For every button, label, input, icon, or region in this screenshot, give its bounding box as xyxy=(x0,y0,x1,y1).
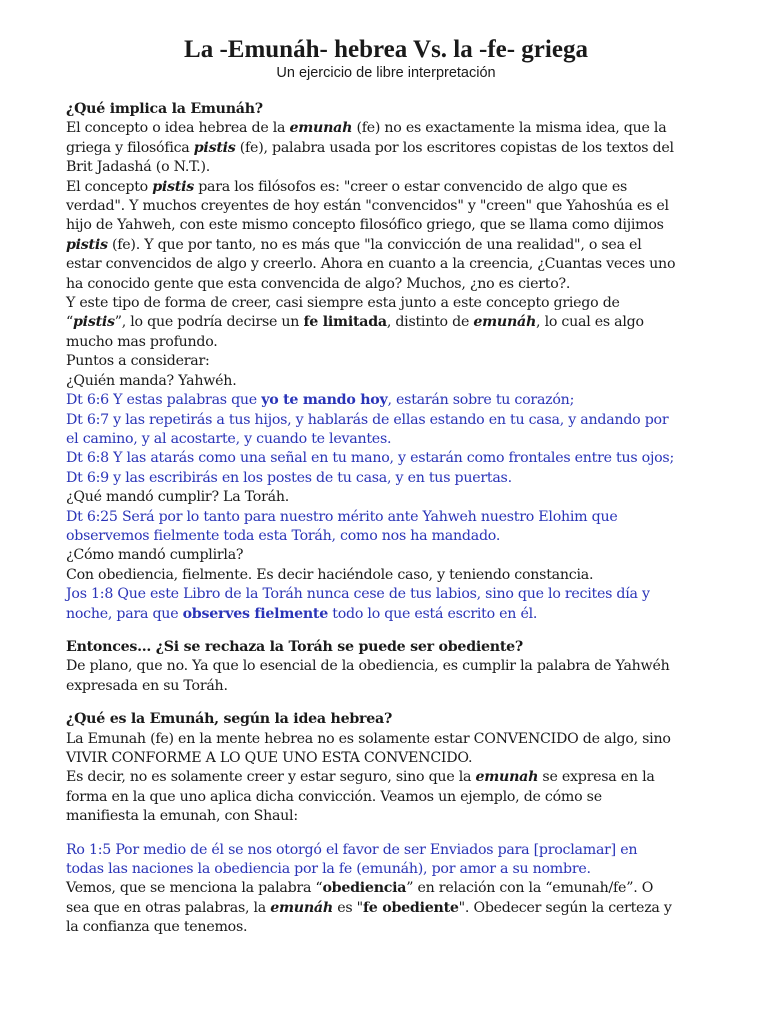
paragraph-line: La Emunah (fe) en la mente hebrea no es solamente estar CONVENCIDO de algo, sino xyxy=(66,730,671,747)
section-spacer xyxy=(66,624,706,638)
scripture-quote: Dt 6:6 Y estas palabras que yo te mando hoy, estarán sobre tu corazón; xyxy=(66,392,575,409)
paragraph-line: manifiesta la emunah, con Shaul: xyxy=(66,808,298,825)
paragraph-line: ¿Cómo mandó cumplirla? xyxy=(66,547,244,564)
page-title: La -Emunáh- hebrea Vs. la -fe- griega xyxy=(184,36,588,63)
paragraph-line: ¿Quién manda? Yahwéh. xyxy=(66,372,237,389)
paragraph-line: expresada en su Toráh. xyxy=(66,677,228,694)
section-rechazo-torah xyxy=(66,638,706,696)
paragraph-line: El concepto o idea hebrea de la emunah (fe) no es exactamente la misma idea, que la xyxy=(66,120,667,137)
section-heading: ¿Qué es la Emunáh, según la idea hebrea? xyxy=(66,711,393,728)
section-emunah-hebrea xyxy=(66,710,706,937)
scripture-quote: Dt 6:8 Y las atarás como una señal en tu mano, y estarán como frontales entre tus ojos; xyxy=(66,450,674,467)
scripture-quote: Ro 1:5 Por medio de él se nos otorgó el favor de ser Enviados para [proclamar] en xyxy=(66,841,638,858)
scripture-quote: Dt 6:25 Será por lo tanto para nuestro mérito ante Yahweh nuestro Elohim que xyxy=(66,508,618,525)
paragraph-line: la confianza que tenemos. xyxy=(66,919,248,936)
paragraph-line: estar convencidos de algo y creerlo. Ahora en cuanto a la creencia, ¿Cuantas veces uno xyxy=(66,256,676,273)
scripture-quote: Jos 1:8 Que este Libro de la Toráh nunca cese de tus labios, sino que lo recites día y xyxy=(66,586,650,603)
paragraph-line: VIVIR CONFORME A LO QUE UNO ESTA CONVENCIDO. xyxy=(66,750,473,766)
paragraph-line: Y este tipo de forma de creer, casi siempre esta junto a este concepto griego de xyxy=(66,295,620,312)
paragraph-line: El concepto pistis para los filósofos es: "creer o estar convencido de algo que es xyxy=(66,178,628,195)
paragraph-line: Puntos a considerar: xyxy=(66,353,210,370)
paragraph-line: “pistis”, lo que podría decirse un fe limitada, distinto de emunáh, lo cual es algo xyxy=(66,314,644,331)
scripture-quote: observemos fielmente toda esta Toráh, como nos ha mandado. xyxy=(66,527,501,544)
paragraph-line: hijo de Yahweh, con este mismo concepto filosófico griego, que se llama como dijimos xyxy=(66,217,664,234)
paragraph-line: Con obediencia, fielmente. Es decir haciéndole caso, y teniendo constancia. xyxy=(66,566,594,583)
scripture-quote: Dt 6:7 y las repetirás a tus hijos, y hablarás de ellas estando en tu casa, y andando por xyxy=(66,411,669,428)
paragraph-line: pistis (fe). Y que por tanto, no es más que "la convicción de una realidad", o sea el xyxy=(66,236,642,253)
section-heading: Entonces… ¿Si se rechaza la Toráh se puede ser obediente? xyxy=(66,638,523,655)
scripture-quote: todas las naciones la obediencia por la fe (emunáh), por amor a su nombre. xyxy=(66,861,591,878)
paragraph-line: Brit Jadashá (o N.T.). xyxy=(66,159,211,176)
section-spacer xyxy=(66,827,706,841)
paragraph-line: forma en la que uno aplica dicha convicción. Veamos un ejemplo, de cómo se xyxy=(66,788,602,805)
paragraph-line: Es decir, no es solamente creer y estar seguro, sino que la emunah se expresa en la xyxy=(66,769,655,786)
paragraph-line: griega y filosófica pistis (fe), palabra usada por los escritores copistas de los textos del xyxy=(66,139,674,156)
section-emunah-implica xyxy=(66,100,706,624)
page-subtitle: Un ejercicio de libre interpretación xyxy=(276,65,496,81)
scripture-quote: noche, para que observes fielmente todo lo que está escrito en él. xyxy=(66,605,538,622)
paragraph-line: verdad". Y muchos creyentes de hoy están "convencidos" y "creen" que Yahoshúa es el xyxy=(66,198,669,215)
paragraph-line: Vemos, que se menciona la palabra “obediencia” en relación con la “emunah/fe”. O xyxy=(66,880,654,897)
scripture-quote: el camino, y al acostarte, y cuando te levantes. xyxy=(66,430,392,447)
section-heading: ¿Qué implica la Emunáh? xyxy=(66,101,263,117)
scripture-quote: Dt 6:9 y las escribirás en los postes de tu casa, y en tus puertas. xyxy=(66,469,512,486)
paragraph-line: sea que en otras palabras, la emunáh es "fe obediente". Obedecer según la certeza y xyxy=(66,899,672,916)
paragraph-line: ha conocido gente que esta convencida de algo? Muchos, ¿no es cierto?. xyxy=(66,275,571,292)
paragraph-line: mucho mas profundo. xyxy=(66,333,218,350)
paragraph-line: De plano, que no. Ya que lo esencial de la obediencia, es cumplir la palabra de Yahwéh xyxy=(66,658,670,675)
section-spacer xyxy=(66,696,706,710)
paragraph-line: ¿Qué mandó cumplir? La Toráh. xyxy=(66,489,289,506)
